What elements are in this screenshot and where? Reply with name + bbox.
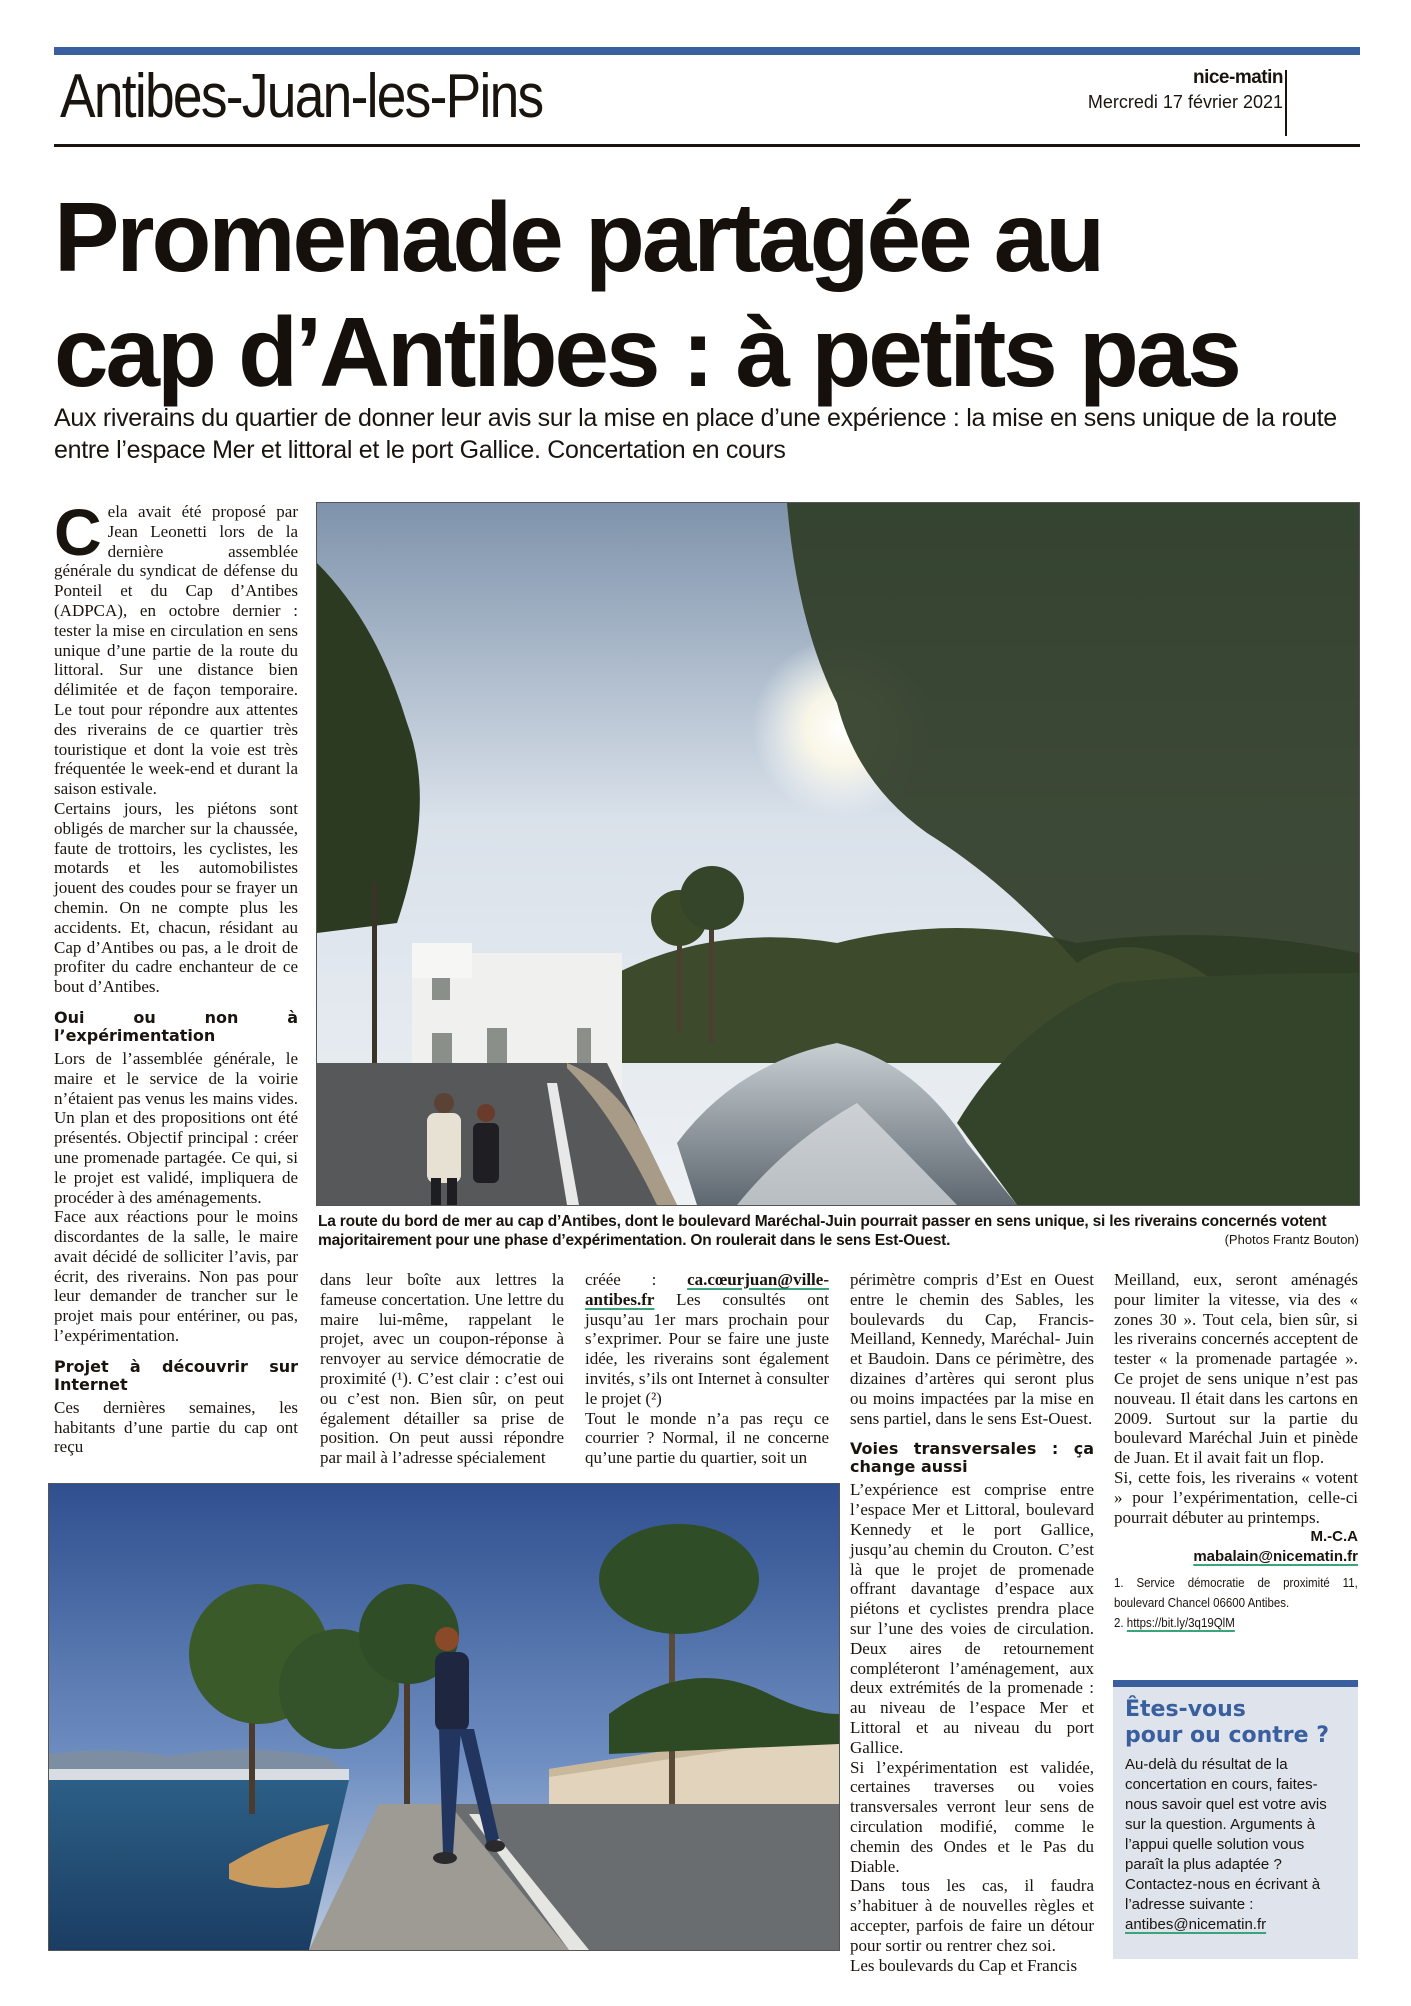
project-short-link[interactable]: https://bit.ly/3q19QlM xyxy=(1126,1616,1235,1631)
opinion-box-text: Au-delà du résultat de la concertation en cours, faites-nous savoir quel est votre avis sur la question. Arguments à l’appui quelle solution vous paraît la plus adaptée ? Contactez-nous en écrivant à l’adresse suivante : antibes@nicematin.fr xyxy=(1125,1756,1327,1933)
paragraph: Dans tous les cas, il faudra s’habituer à de nouvelles règles et accepter, parfois de faire un détour pour sortir ou rentrer chez soi. xyxy=(850,1876,1094,1955)
paragraph: Si l’expérimentation est validée, certaines traverses ou voies transversales verront leur sens de circulation modifié, comme le chemin des Ondes et le Pas du Diable. xyxy=(850,1757,1094,1876)
headline-line-1: Promenade partagée au xyxy=(54,182,1103,292)
top-accent-bar xyxy=(54,47,1360,55)
article-headline xyxy=(54,180,1394,410)
opinion-box xyxy=(1113,1680,1358,1959)
subhead-oui-ou-non: Oui ou non à l’expérimentation xyxy=(54,1007,298,1045)
paragraph: Les boulevards du Cap et Francis xyxy=(850,1955,1078,1975)
headline-line-2: cap d’Antibes : à petits pas xyxy=(54,297,1239,407)
paragraph: Face aux réactions pour le moins discordantes de la salle, le maire avait décidé de solliciter l’avis, par écrit, des riverains. Non pas pour leur demander de trancher sur le projet mais pour entériner, ou pas, l’expérimentation. xyxy=(54,1207,298,1346)
article-column-5 xyxy=(1114,1270,1358,1633)
article-column-1 xyxy=(54,495,298,1457)
paragraph: Meilland, eux, seront aménagés pour limiter la vitesse, via des « zones 30 ». Tout cela, bien sûr, si les riverains concernés acceptent de tester « la promenade partagée ». Ce projet de sens unique n’est pas nouveau. Il était dans les cartons en 2009. Surtout sur la partie du boulevard Maréchal Juin et pinède de Juan. Et il avait fait un flop. xyxy=(1114,1270,1358,1468)
footnotes xyxy=(1114,1573,1358,1633)
opinion-box-title: Êtes-vous pour ou contre ? xyxy=(1125,1697,1329,1748)
subhead-voies-transversales: Voies transversales : ça change aussi xyxy=(850,1439,1094,1477)
paragraph: Si, cette fois, les riverains « votent » pour l’expérimentation, celle-ci pourrait débuter au printemps. xyxy=(1114,1467,1358,1527)
drop-cap: C xyxy=(54,495,102,569)
paragraph: créée : ca.cœurjuan@ville-antibes.fr Les consultés ont jusqu’au 1er mars prochain pour s’exprimer. Pour se faire une juste idée, les riverains sont également invités, s’ils ont Internet à consulter le projet (²) xyxy=(585,1270,829,1408)
concertation-email-link[interactable]: ca.cœurjuan@ville-antibes.fr xyxy=(585,1270,829,1309)
article-column-3 xyxy=(585,1270,829,1468)
author-email-wrap xyxy=(1114,1547,1358,1567)
paragraph: L’expérience est comprise entre l’espace Mer et Littoral, boulevard Kennedy et le port Gallice, jusqu’au chemin du Crouton. C’est là que le projet de promenade offrant davantage d’espace aux piétons et cyclistes prendra place sur l’une des voies de circulation. Deux aires de retournement compléteront l’aménagement, aux deux extrémités de la promenade : au niveau de l’espace Mer et Littoral et au niveau du port Gallice. xyxy=(850,1480,1094,1757)
paragraph-intro: Cela avait été proposé par Jean Leonetti lors de la dernière assemblée générale du syndicat de défense du Ponteil et du Cap d’Antibes (ADPCA), en octobre dernier : tester la mise en circulation en sens unique d’une partie de la route du littoral. Sur une distance bien délimitée et de façon temporaire. Le tout pour répondre aux attentes des riverains de ce quartier très touristique et dont la voie est très fréquentée le week-end et durant la saison estivale. xyxy=(54,495,298,799)
paragraph: Lors de l’assemblée générale, le maire et le service de la voirie n’étaient pas venus les mains vides. Un plan et des propositions ont été présentés. Objectif principal : créer une promenade partagée. Ce qui, si le projet est validé, impliquera de procéder à des aménagements. xyxy=(54,1048,298,1207)
publication-date: Mercredi 17 février 2021 xyxy=(1087,92,1283,112)
author-email-link[interactable]: mabalain@nicematin.fr xyxy=(1193,1548,1358,1566)
paragraph: Certains jours, les piétons sont obligés de marcher sur la chaussée, faute de trottoirs, les cyclistes, les motards et les automobilistes jouent des coudes pour se frayer un chemin. On ne compte plus les accidents. Et, chacun, résidant au Cap d’Antibes ou pas, a le droit de profiter du cadre enchanteur de ce bout d’Antibes. xyxy=(54,798,298,997)
footnote-1: 1. Service démocratie de proximité 11, boulevard Chancel 06600 Antibes. xyxy=(1114,1576,1358,1611)
footnote-2: 2. https://bit.ly/3q19QlM xyxy=(1114,1616,1235,1631)
main-photo-caption: La route du bord de mer au cap d’Antibes, dont le boulevard Maréchal-Juin pourrait passer en sens unique, si les riverains concernés votent majoritairement pour une phase d’expérimentation. On roulerait dans le sens Est-Ouest. xyxy=(318,1213,1327,1249)
paragraph: périmètre compris d’Est en Ouest entre le chemin des Sables, les boulevards du Cap, Francis-Meilland, Kennedy, Maréchal- Juin et Baudoin. Dans ce périmètre, des dizaines d’artères qui seront plus ou moins impactées par la mise en sens partiel, dans le sens Est-Ouest. xyxy=(850,1270,1094,1428)
paragraph: Ces dernières semaines, les habitants d’une partie du cap ont reçu xyxy=(54,1397,298,1457)
author-initials: M.-C.A xyxy=(1310,1528,1358,1546)
section-title: Antibes-Juan-les-Pins xyxy=(60,62,543,131)
masthead-divider xyxy=(1285,70,1287,136)
article-standfirst: Aux riverains du quartier de donner leur avis sur la mise en place d’une expérience : la mise en sens unique de la route entre l’espace Mer et littoral et le port Gallice. Concertation en cours xyxy=(54,404,1337,464)
paragraph: Tout le monde n’a pas reçu ce courrier ? Normal, il ne concerne qu’une partie du quartier, soit un xyxy=(585,1408,829,1468)
paragraph: dans leur boîte aux lettres la fameuse concertation. Une lettre du maire lui-même, rappelant le projet, avec un coupon-réponse à renvoyer au service démocratie de proximité (¹). C’est clair : c’est oui ou c’est non. Bien sûr, on peut également détailler sa prise de position. On peut aussi répondre par mail à l’adresse spécialement xyxy=(320,1270,564,1468)
photo-credit: (Photos Frantz Bouton) xyxy=(1224,1232,1359,1247)
masthead xyxy=(1088,66,1283,114)
second-photo-woman-walking xyxy=(48,1483,840,1951)
subhead-projet-internet: Projet à découvrir sur Internet xyxy=(54,1356,298,1394)
article-column-2 xyxy=(320,1270,564,1468)
newspaper-brand: nice-matin xyxy=(1192,67,1283,88)
header-rule xyxy=(54,144,1360,147)
main-photo-seaside-road xyxy=(316,502,1360,1206)
opinion-box-email-link[interactable]: antibes@nicematin.fr xyxy=(1125,1916,1267,1933)
article-column-4 xyxy=(850,1270,1094,1975)
